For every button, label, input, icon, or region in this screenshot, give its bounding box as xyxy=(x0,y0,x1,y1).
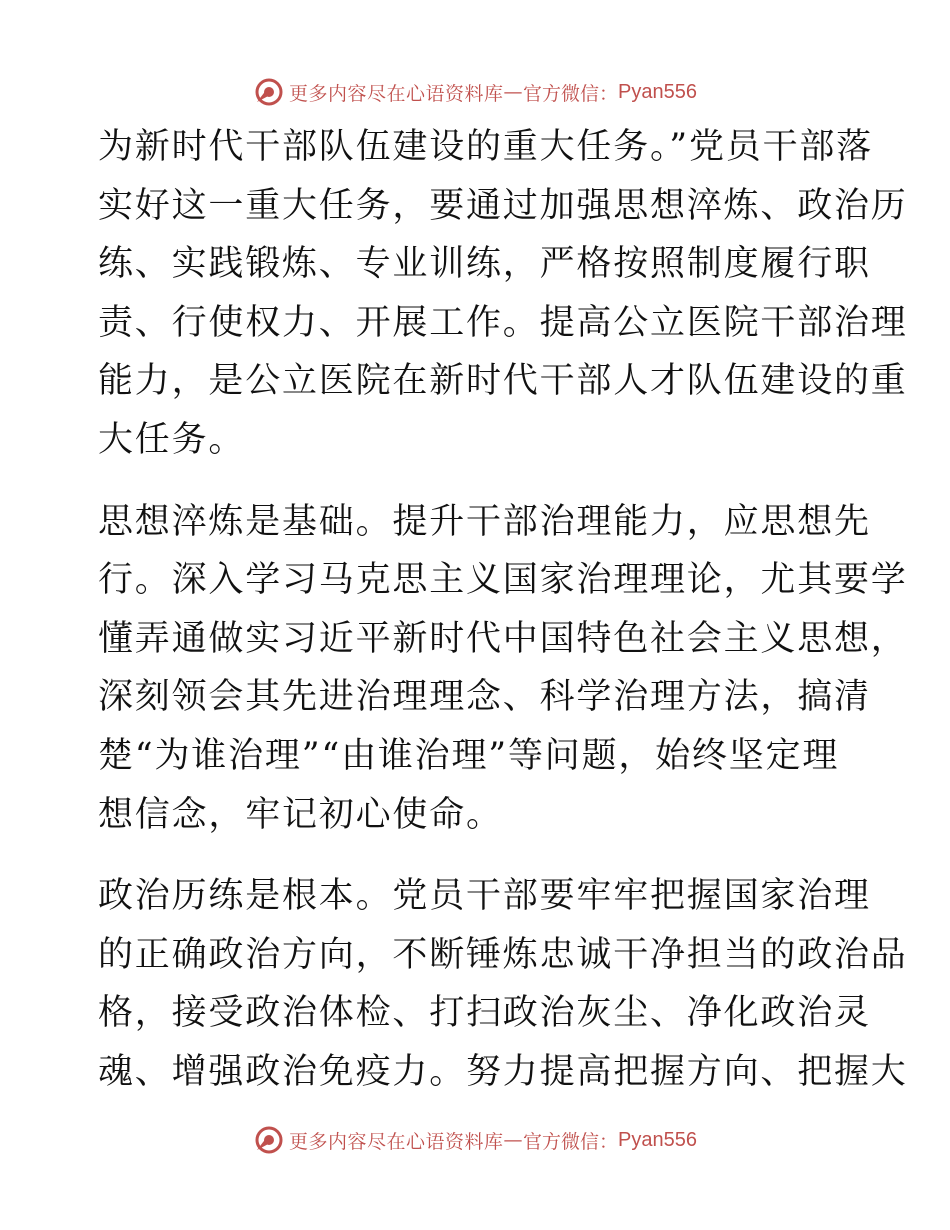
text-line: 懂弄通做实习近平新时代中国特色社会主义思想， xyxy=(98,618,908,659)
text-line: 政治历练是根本。党员干部要牢牢把握国家治理 xyxy=(98,876,871,917)
banner-wechat-label: 官方微信： xyxy=(523,1130,619,1153)
paragraph xyxy=(98,867,908,1101)
banner-title: 更多内容尽在心语资料库 xyxy=(289,82,504,105)
text-line: 魂、增强政治免疫力。努力提高把握方向、把握大 xyxy=(98,1051,908,1092)
text-line: 楚“为谁治理”“由谁治理”等问题，始终坚定理 xyxy=(98,735,840,776)
text-line: 思想淬炼是基础。提升干部治理能力，应思想先 xyxy=(98,501,871,542)
banner-dash: — xyxy=(503,81,524,103)
text-line: 的正确政治方向，不断锤炼忠诚干净担当的政治品 xyxy=(98,934,908,975)
text-line: 深刻领会其先进治理理念、科学治理方法，搞清 xyxy=(98,677,871,718)
banner-wechat-id: Pyan556 xyxy=(618,1128,697,1151)
banner-wechat-id: Pyan556 xyxy=(618,80,697,103)
paragraph xyxy=(98,493,908,845)
text-line: 格，接受政治体检、打扫政治灰尘、净化政治灵 xyxy=(98,993,871,1034)
text-line: 练、实践锻炼、专业训练，严格按照制度履行职 xyxy=(98,244,871,285)
banner-wechat-label: 官方微信： xyxy=(523,82,619,105)
text-line: 实好这一重大任务，要通过加强思想淬炼、政治历 xyxy=(98,185,908,226)
footer-banner xyxy=(0,1120,950,1160)
text-line: 大任务。 xyxy=(98,419,246,460)
text-line: 想信念，牢记初心使命。 xyxy=(98,794,503,835)
paragraph xyxy=(98,118,908,470)
text-line: 能力，是公立医院在新时代干部人才队伍建设的重 xyxy=(98,361,908,402)
banner-title: 更多内容尽在心语资料库 xyxy=(289,1130,504,1153)
pen-logo-icon xyxy=(253,76,285,108)
header-banner xyxy=(0,72,950,112)
text-line: 责、行使权力、开展工作。提高公立医院干部治理 xyxy=(98,302,908,343)
article-body xyxy=(98,118,908,1102)
banner-dash: — xyxy=(503,1129,524,1151)
text-line: 为新时代干部队伍建设的重大任务。”党员干部落 xyxy=(98,127,873,167)
text-line: 行。深入学习马克思主义国家治理理论，尤其要学 xyxy=(98,560,908,601)
pen-logo-icon xyxy=(253,1124,285,1156)
